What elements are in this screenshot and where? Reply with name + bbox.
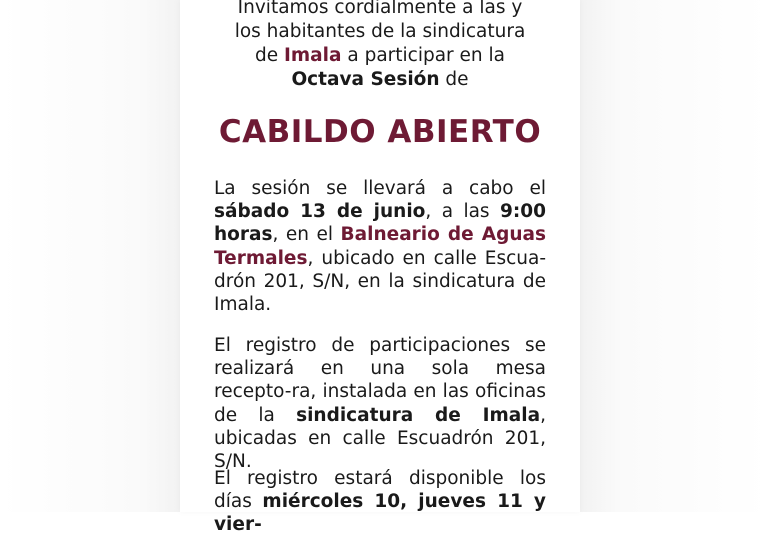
intro-line-1: Invitamos cordialmente a las y	[237, 0, 523, 18]
p2-text-2: , ubicadas en calle Escuadrón 201, S/N.	[214, 404, 546, 473]
intro-line-2: los habitantes de la sindicatura	[234, 21, 526, 42]
invitation-card	[180, 0, 580, 536]
registration-days: miércoles 10, jueves 11 y vier-	[214, 491, 546, 536]
event-title: CABILDO ABIERTO	[218, 114, 542, 150]
registration-paragraph	[214, 334, 546, 473]
p1-text-3: , en el	[272, 224, 341, 246]
intro-line-3-pre: de	[254, 45, 284, 66]
session-time: 9:00 horas	[214, 201, 546, 246]
right-margin	[580, 0, 768, 512]
registration-days-paragraph	[214, 467, 546, 537]
intro-text	[180, 0, 580, 92]
intro-line-3-post: a participar en la	[341, 45, 506, 66]
session-name: Octava Sesión	[291, 69, 440, 90]
p3-text-1: El registro estará disponible los días	[214, 468, 546, 513]
intro-line-4-post: de	[439, 69, 469, 90]
p1-text-2: , a las	[425, 201, 500, 223]
registration-office: sindicatura de Imala	[296, 404, 541, 426]
p2-text-1: El registro de participaciones se realizará en una sola mesa recepto-ra, instalada en las oficinas de la	[214, 335, 546, 426]
session-date: sábado 13 de junio	[214, 201, 426, 223]
p1-text-1: La sesión se llevará a cabo el	[214, 178, 546, 199]
left-margin	[0, 0, 180, 512]
session-details-paragraph	[214, 177, 546, 316]
p1-text-4: , ubicado en calle Escua-drón 201, S/N, en la sindicatura de Imala.	[214, 247, 546, 316]
session-venue: Balneario de Aguas Termales	[214, 224, 547, 269]
community-name: Imala	[284, 45, 342, 66]
